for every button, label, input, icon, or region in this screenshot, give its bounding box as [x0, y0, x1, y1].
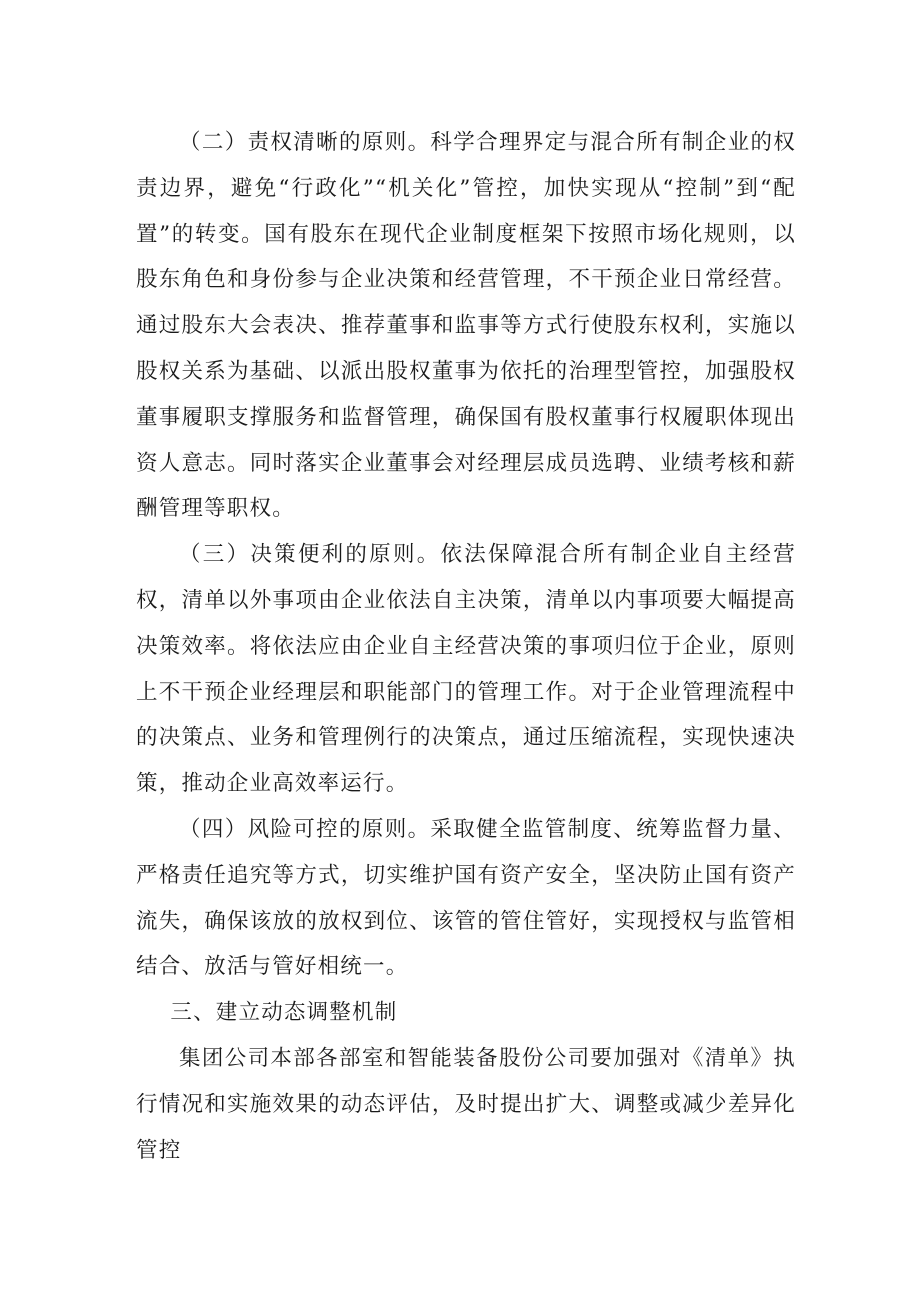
paragraph-dynamic-adjustment: 集团公司本部各部室和智能装备股份公司要加强对《清单》执行情况和实施效果的动态评估，及时提出扩大、调整或减少差异化管控 — [136, 1045, 796, 1163]
section-heading: 三、建立动态调整机制 — [170, 1000, 398, 1026]
paragraph-responsibility-clarity: （二）责权清晰的原则。科学合理界定与混合所有制企业的权责边界，避免“行政化”“机关化”管控，加快实现从“控制”到“配置”的转变。国有股东在现代企业制度框架下按照市场化规则，以股东角色和身份参与企业决策和经营管理，不干预企业日常经营。通过股东大会表决、推荐董事和监事等方式行使股东权利，实施以股权关系为基础、以派出股权董事为依托的治理型管控，加强股权董事履职支撑服务和监督管理，确保国有股权董事行权履职体现出资人意志。同时落实企业董事会对经理层成员选聘、业绩考核和薪酬管理等职权。 — [136, 130, 796, 522]
paragraph-risk-control: （四）风险可控的原则。采取健全监管制度、统筹监督力量、严格责任追究等方式，切实维护国有资产安全，坚决防止国有资产流失，确保该放的放权到位、该管的管住管好，实现授权与监管相结合、放活与管好相统一。 — [136, 816, 796, 980]
paragraph-decision-convenience: （三）决策便利的原则。依法保障混合所有制企业自主经营权，清单以外事项由企业依法自主决策，清单以内事项要大幅提高决策效率。将依法应由企业自主经营决策的事项归位于企业，原则上不干预企业经理层和职能部门的管理工作。对于企业管理流程中的决策点、业务和管理例行的决策点，通过压缩流程，实现快速决策，推动企业高效率运行。 — [136, 542, 796, 797]
document-body — [136, 120, 796, 1173]
